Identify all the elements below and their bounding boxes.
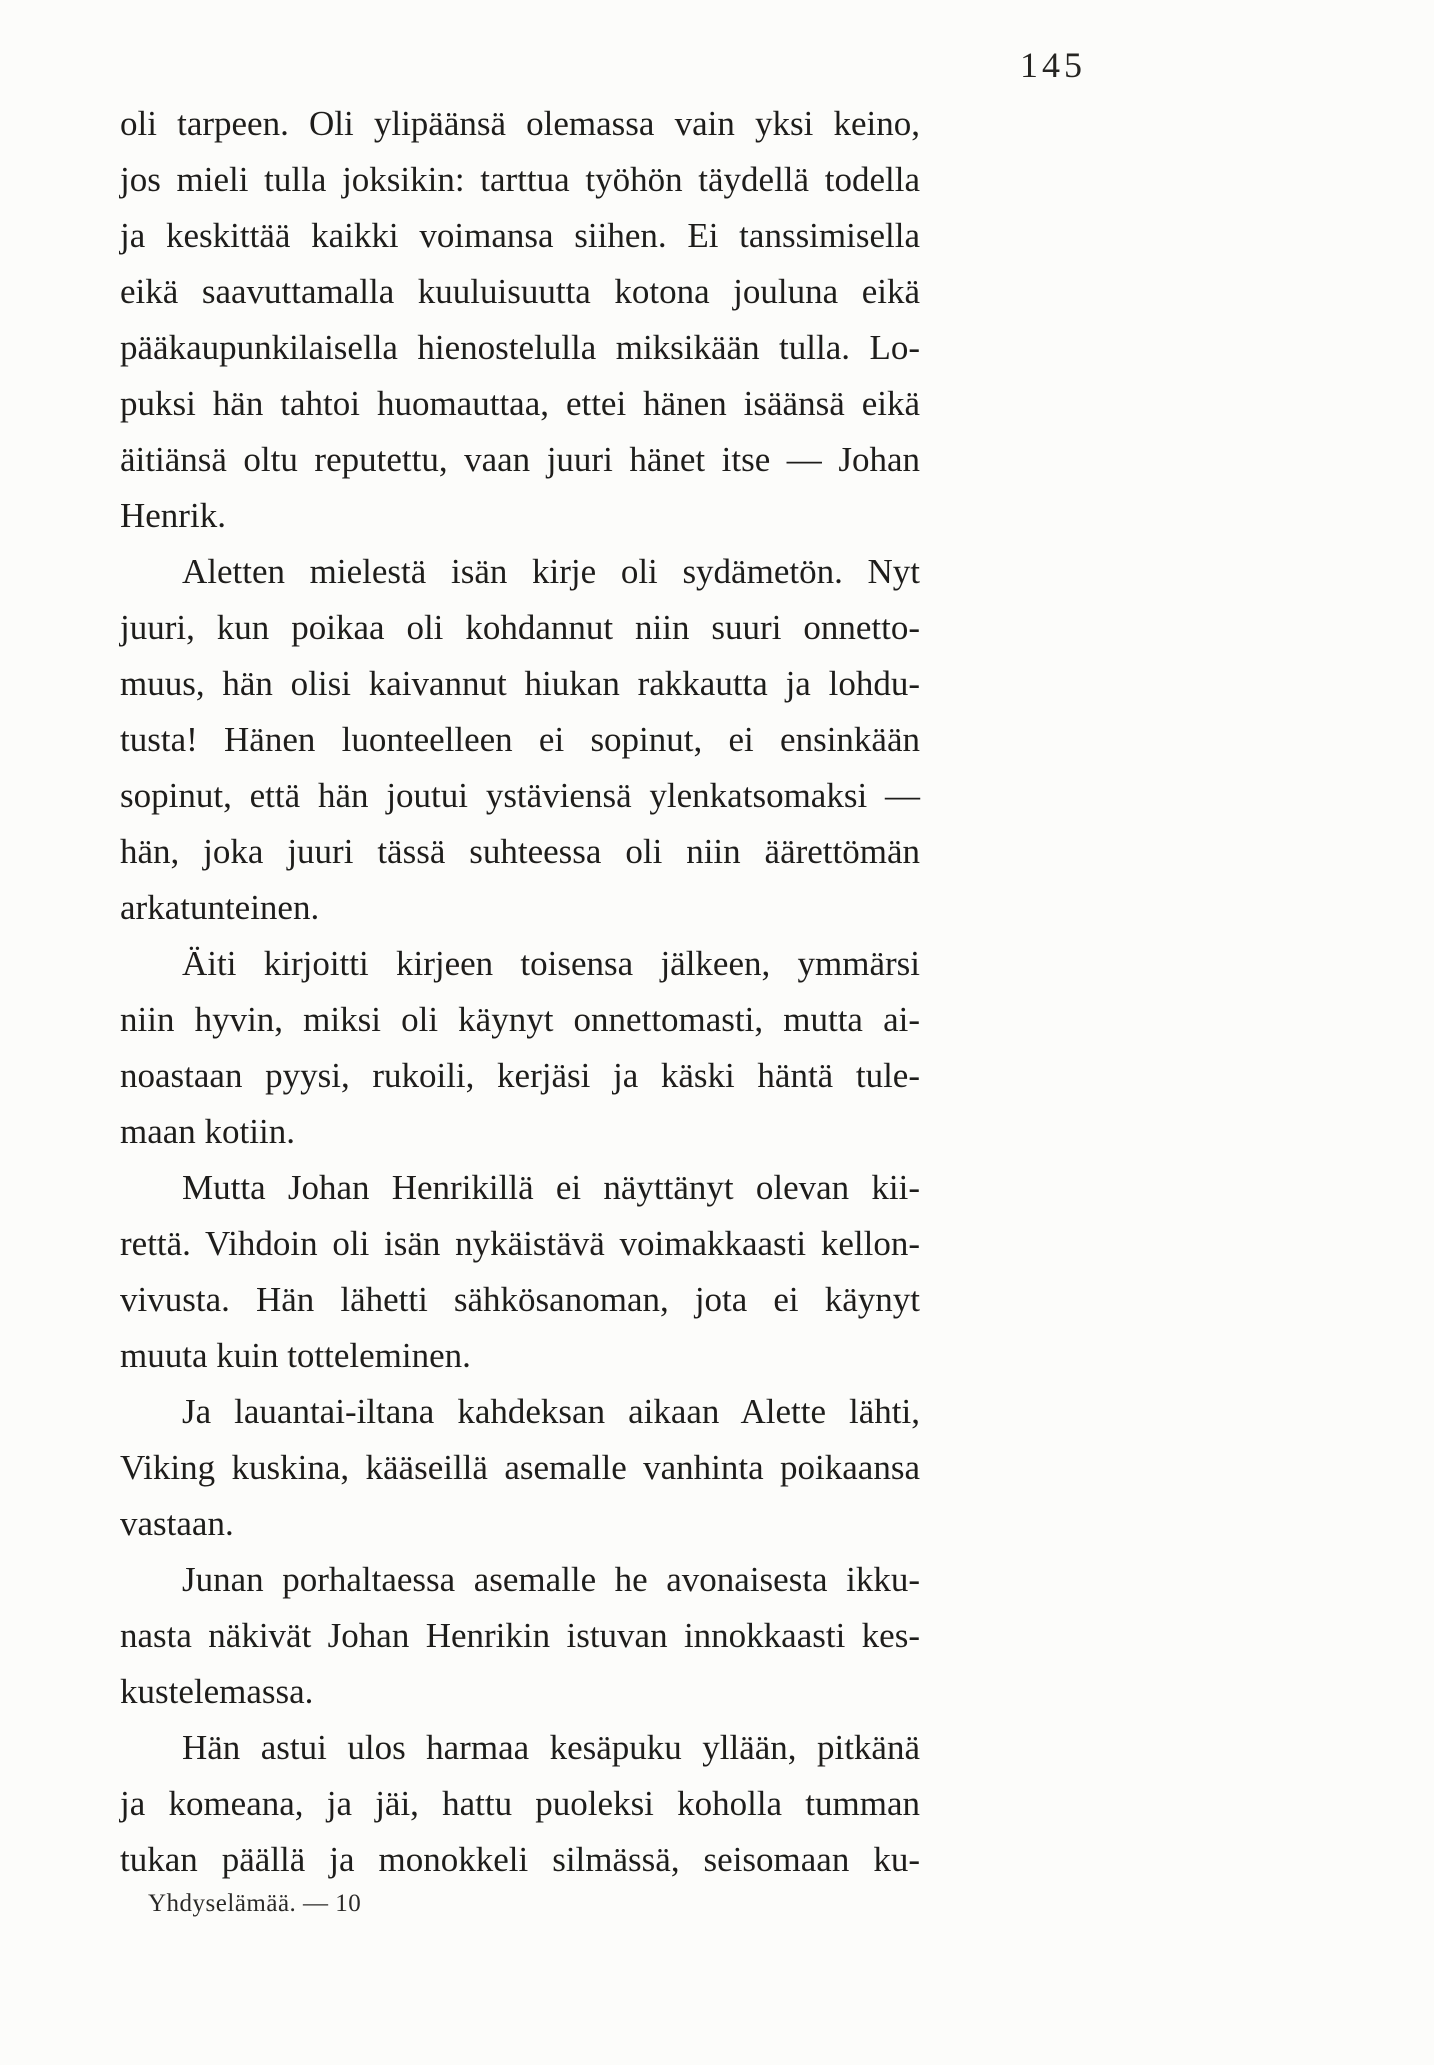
footer-book-title-sheet: Yhdyselämää. — 10	[148, 1890, 362, 1917]
text-line: tusta! Hänen luonteelleen ei sopinut, ei ensinkään	[120, 720, 920, 759]
page-text	[120, 96, 920, 1888]
paragraph	[120, 1552, 920, 1720]
text-line: jos mieli tulla joksikin: tarttua työhön täydellä todella	[120, 160, 920, 199]
text-line: Junan porhaltaessa asemalle he avonaisesta ikku-	[182, 1560, 920, 1599]
text-line: vivusta. Hän lähetti sähkösanoman, jota ei käynyt	[120, 1280, 920, 1319]
text-line: tukan päällä ja monokkeli silmässä, seisomaan ku-	[120, 1840, 920, 1879]
text-line: ja keskittää kaikki voimansa siihen. Ei tanssimisella	[120, 216, 920, 255]
text-line: vastaan.	[120, 1504, 234, 1543]
text-line: kustelemassa.	[120, 1672, 314, 1711]
text-line: Viking kuskina, kääseillä asemalle vanhinta poikaansa	[120, 1448, 920, 1487]
text-line: äitiänsä oltu reputettu, vaan juuri hänet itse — Johan	[120, 440, 920, 479]
text-line: Hän astui ulos harmaa kesäpuku yllään, pitkänä	[182, 1728, 920, 1767]
text-line: niin hyvin, miksi oli käynyt onnettomasti, mutta ai-	[120, 1000, 920, 1039]
text-line: maan kotiin.	[120, 1112, 295, 1151]
text-line: Ja lauantai-iltana kahdeksan aikaan Alette lähti,	[182, 1392, 920, 1431]
text-line: pääkaupunkilaisella hienostelulla miksikään tulla. Lo-	[120, 328, 920, 367]
text-line: sopinut, että hän joutui ystäviensä ylenkatsomaksi —	[120, 776, 920, 815]
text-line: rettä. Vihdoin oli isän nykäistävä voimakkaasti kellon-	[120, 1224, 920, 1263]
text-line: muus, hän olisi kaivannut hiukan rakkautta ja lohdu-	[120, 664, 920, 703]
text-line: nasta näkivät Johan Henrikin istuvan innokkaasti kes-	[120, 1616, 920, 1655]
text-line: Äiti kirjoitti kirjeen toisensa jälkeen, ymmärsi	[182, 944, 920, 983]
text-line: puksi hän tahtoi huomauttaa, ettei hänen isäänsä eikä	[120, 384, 920, 423]
text-line: hän, joka juuri tässä suhteessa oli niin äärettömän	[120, 832, 920, 871]
text-line: Mutta Johan Henrikillä ei näyttänyt olevan kii-	[182, 1168, 920, 1207]
text-line: Henrik.	[120, 496, 226, 535]
paragraph	[120, 1384, 920, 1552]
text-line: juuri, kun poikaa oli kohdannut niin suuri onnetto-	[120, 608, 920, 647]
paragraph	[120, 96, 920, 544]
paragraph	[120, 1160, 920, 1384]
page-number: 145	[1020, 45, 1086, 85]
paragraph	[120, 544, 920, 936]
paragraph	[120, 1720, 920, 1888]
text-line: ja komeana, ja jäi, hattu puoleksi koholla tumman	[120, 1784, 920, 1823]
text-line: Aletten mielestä isän kirje oli sydämetön. Nyt	[182, 552, 920, 591]
paragraph	[120, 936, 920, 1160]
text-line: eikä saavuttamalla kuuluisuutta kotona jouluna eikä	[120, 272, 920, 311]
text-line: arkatunteinen.	[120, 888, 320, 927]
text-line: oli tarpeen. Oli ylipäänsä olemassa vain yksi keino,	[120, 104, 920, 143]
text-line: noastaan pyysi, rukoili, kerjäsi ja käski häntä tule-	[120, 1056, 920, 1095]
text-line: muuta kuin totteleminen.	[120, 1336, 471, 1375]
